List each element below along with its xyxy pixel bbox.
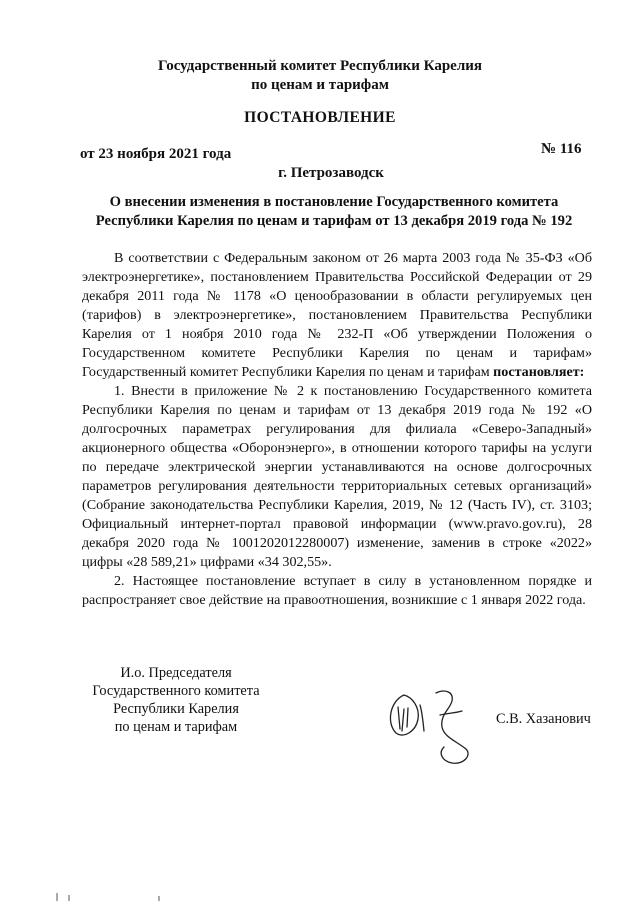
authority-line-1: Государственный комитет Республики Карелия <box>158 58 482 74</box>
document-body <box>82 249 592 610</box>
document-subject <box>70 193 598 231</box>
document-date: от 23 ноября 2021 года <box>80 146 232 162</box>
preamble-paragraph <box>82 249 592 382</box>
subject-line-2: Республики Карелия по ценам и тарифам от 13 декабря 2019 года № 192 <box>95 213 573 229</box>
signer-name: С.В. Хазанович <box>496 711 591 727</box>
document-number: № 116 <box>541 141 582 157</box>
item-2-paragraph: 2. Настоящее постановление вступает в силу в установленном порядке и распространяет свое действие на правоотношения, возникшие с 1 января 2022 года. <box>82 573 592 608</box>
issuing-authority <box>0 57 640 95</box>
position-line-1: И.о. Председателя <box>120 665 232 681</box>
authority-line-2: по ценам и тарифам <box>251 77 389 93</box>
item-1-paragraph: 1. Внести в приложение № 2 к постановлению Государственного комитета Республики Карелия по ценам и тарифам от 13 декабря 2019 года № 192 «О долгосрочных параметрах регулирования для филиала «Северо-Западный» акционерного общества «Оборонэнерго», в отношении которого тарифы на услуги по передаче электрической энергии устанавливаются на основе долгосрочных параметров регулирования деятельности территориальных сетевых организаций» (Собрание законодательства Республики Карелия, 2019, № 12 (Часть IV), ст. 3103; Официальный интернет-портал правовой информации (www.pravo.gov.ru), 28 декабря 2020 года № 1001202012280007) изменение, заменив в строке «2022» цифры «28 589,21» цифрами «34 302,55». <box>82 383 592 570</box>
document-city: г. Петрозаводск <box>278 165 384 181</box>
handwritten-signature <box>382 675 487 770</box>
position-line-4: по ценам и тарифам <box>114 719 238 735</box>
preamble-text: В соответствии с Федеральным законом от 26 марта 2003 года № 35-ФЗ «Об электроэнергетике», постановлением Правительства Российской Федерации от 29 декабря 2011 года № 1178 «О ценообразовании в области регулируемых цен (тарифов) в электроэнергетике», постановлением Правительства Республики Карелия от 1 ноября 2010 года № 232-П «Об утверждении Положения о Государственном комитете Республики Карелия по ценам и тарифам» Государственный комитет Республики Карелия по ценам и тарифам <box>82 250 592 380</box>
document-type: ПОСТАНОВЛЕНИЕ <box>244 109 396 126</box>
subject-line-1: О внесении изменения в постановление Государственного комитета <box>109 194 559 210</box>
position-line-3: Республики Карелия <box>113 701 239 717</box>
position-line-2: Государственного комитета <box>92 683 260 699</box>
scan-edge-marks <box>55 892 175 902</box>
signatory-position <box>74 664 278 736</box>
resolves-keyword: постановляет: <box>493 364 585 380</box>
